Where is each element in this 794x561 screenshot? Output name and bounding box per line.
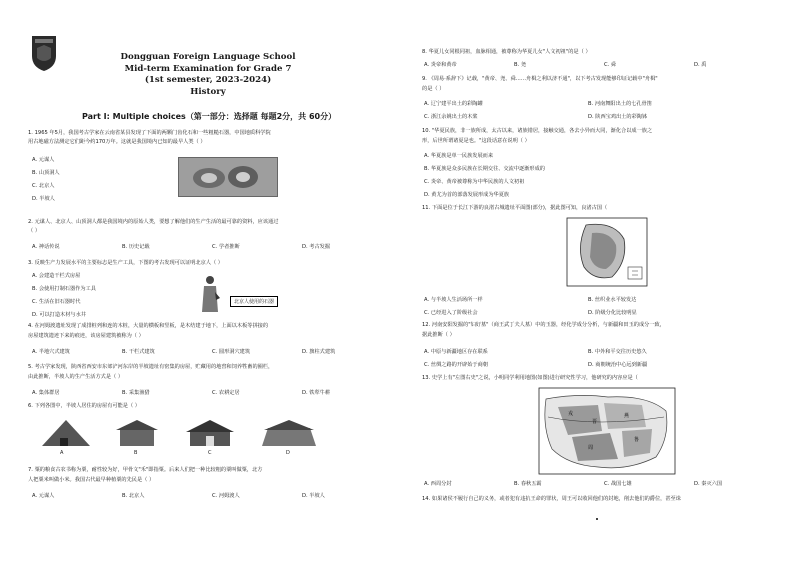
q10-option: B. 华夏族是众多民族在长期交往、交流中逐渐形成的 xyxy=(424,166,545,172)
map-label: 鲁 xyxy=(634,437,640,443)
page-marker xyxy=(596,518,598,520)
exam-title: Mid-term Examination for Grade 7 xyxy=(124,63,292,74)
q13-line: 13. 史学上有"左图右史"之说，小明同学利用地图(如图)进行研究性学习，他研究的内容应是（ xyxy=(422,375,638,381)
q5-line: 5. 考古学家发现，陕西省西安市东郊浐河东岸的半坡遗址有密集的房屋，贮藏用的地窖和饲养牲畜的圈栏， xyxy=(28,364,274,370)
q10-option: A. 华夏族是单一民族发展而来 xyxy=(424,153,494,159)
q12-line: 据此推断（ ） xyxy=(422,332,455,338)
q4-line: 4. 在河姆渡遗址发现了成排桩列和连的木桩，大量的横板和竖板，是木结建于地下，上面以木板等拼接的 xyxy=(28,323,269,329)
q8-option: C. 舜 xyxy=(604,62,617,68)
q13-option: B. 春秋五霸 xyxy=(514,481,542,487)
stone-tool-figure xyxy=(200,274,220,314)
q10-option: D. 黄尤为首的部落发展形成为华夏族 xyxy=(424,192,510,198)
q7-option: D. 半坡人 xyxy=(302,493,325,499)
hut-d xyxy=(262,420,316,446)
q5-option: B. 采集渔猎 xyxy=(122,390,150,396)
q8-option: B. 尧 xyxy=(514,62,527,68)
q7-option: C. 河姆渡人 xyxy=(212,493,240,499)
q11-line: 11. 下面是位于长江下游的良渚古城遗址平面图(部分)，据此图可知，良渚古国（ xyxy=(422,205,608,211)
hut-label: B xyxy=(134,450,138,456)
part-1-heading: Part Ⅰ: Multiple choices（第一部分：选择题 每题2分，共 60分） xyxy=(82,112,337,121)
q1-option: B. 山顶洞人 xyxy=(32,170,60,176)
q13-option: D. 秦灭六国 xyxy=(694,481,723,487)
q4-line: 房屋建筑遗迹下来的痕迹，该房屋建筑被称为（ ） xyxy=(28,333,144,339)
q14-line: 14. 如果诸侯不履行自己的义务，或者犯有违抗王命的罪状，周王可以收回他们的封地，削去他们的爵位，甚至诛 xyxy=(422,496,681,502)
q3-option: B. 会使用打制石器作为工具 xyxy=(32,286,96,292)
q3-option: A. 会建造干栏式房屋 xyxy=(32,273,81,279)
q5-option: C. 农耕定居 xyxy=(212,390,240,396)
q3-line: 3. 反映生产力发展水平的主要标志是生产工具，下图的考古发现可以证明北京人（ ） xyxy=(28,260,223,266)
q9-line: 的是（ ） xyxy=(422,86,445,92)
school-name: Dongguan Foreign Language School xyxy=(120,52,296,62)
hut-b xyxy=(116,420,158,446)
hut-a xyxy=(42,420,90,446)
q6-line: 6. 下列各图中，半坡人居住的房屋有可能是（ ） xyxy=(28,403,140,409)
q11-option: D. 阶级分化比较明显 xyxy=(588,310,637,316)
stone-tool-caption: 北京人使用的石器 xyxy=(230,296,278,307)
q9-option: C. 浙江余姚出土的木桨 xyxy=(424,114,478,120)
q12-line: 12. 河南安阳发掘的"妇好墓"（商王武丁夫人墓）中的玉器，经化学成分分析，与新疆和田玉的成分一致， xyxy=(422,322,665,328)
q9-option: D. 陕西宝鸡出土的彩陶钵 xyxy=(588,114,648,120)
q9-line: 9. 《周易·系辞下》记载，"黄帝、尧、舜……舟楫之利以济不通"，以下考古发现能够印证记载中"舟楫" xyxy=(422,76,658,82)
q1-line: 1. 1965 年5月，我国考古学家在云南省某县发现了下面的两颗门齿化石和一些粗糙石器，中国地质科学院 xyxy=(28,130,271,136)
q11-option: C. 已经进入了阶级社会 xyxy=(424,310,478,316)
map-label: 周 xyxy=(588,445,594,451)
q2-option: D. 考古发掘 xyxy=(302,244,331,250)
q12-option: B. 中外和平交往历史悠久 xyxy=(588,349,647,355)
q2-option: B. 历史记载 xyxy=(122,244,150,250)
q12-option: C. 丝绸之路的开辟始于商朝 xyxy=(424,362,488,368)
fossil-teeth-photo xyxy=(178,157,278,197)
hut-c xyxy=(186,420,234,446)
warring-states-map xyxy=(538,387,676,475)
liangzhu-city-map xyxy=(566,217,648,287)
q1-option: C. 北京人 xyxy=(32,183,55,189)
q1-line: 用古地磁方法测定它们距今约170万年。这就是我国境内已知的最早人类（ ） xyxy=(28,139,206,145)
q12-option: A. 中原与新疆地区存在联系 xyxy=(424,349,488,355)
map-label: 戎 xyxy=(568,411,574,417)
q2-option: C. 学者推断 xyxy=(212,244,240,250)
map-label: 燕 xyxy=(624,413,630,419)
q11-option: B. 丝织业水平较发达 xyxy=(588,297,637,303)
q5-option: D. 铁犁牛耕 xyxy=(302,390,331,396)
hut-label: C xyxy=(208,450,212,456)
q9-option: A. 辽宁建平出土的彩陶罐 xyxy=(424,101,483,107)
exam-header xyxy=(22,52,394,98)
q13-option: C. 战国七雄 xyxy=(604,481,632,487)
q4-option: B. 干栏式建筑 xyxy=(122,349,155,355)
q13-option: A. 西周分封 xyxy=(424,481,452,487)
q4-option: A. 半地穴式建筑 xyxy=(32,349,70,355)
q1-option: D. 半坡人 xyxy=(32,196,55,202)
semester: (1st semester, 2023-2024) xyxy=(144,75,272,85)
q7-line: 7. 粟的粮食古农书称为粟，耐性较为好，甲骨文"禾"即指粟。后来人们把一种比较粗的粟叫做粟，北方 xyxy=(28,467,263,473)
q7-option: A. 元谋人 xyxy=(32,493,55,499)
q2-option: A. 神话传说 xyxy=(32,244,60,250)
q3-option: C. 生活在旧石器时代 xyxy=(32,299,81,305)
q1-option: A. 元谋人 xyxy=(32,157,55,163)
q11-option: A. 与半坡人生活场所一样 xyxy=(424,297,483,303)
q4-option: C. 圆形洞穴建筑 xyxy=(212,349,251,355)
q3-option: D. 可以打造木材与水井 xyxy=(32,312,86,318)
q2-line: （ ） xyxy=(28,228,41,234)
hut-illustrations xyxy=(40,418,370,448)
q8-option: A. 炎帝和黄帝 xyxy=(424,62,457,68)
map-label: 晋 xyxy=(592,419,598,425)
q10-line: 形，后世所谓诸夏是也。"这段话意在说明（ ） xyxy=(422,138,530,144)
q8-line: 8. 华夏儿女同根同祖，血脉相通，被尊称为华夏儿女"人文初祖"的是（ ） xyxy=(422,49,591,55)
q7-line: 人把粟米叫做小米。我国古代最早种植粟的先民是（ ） xyxy=(28,477,155,483)
q5-option: A. 集体群居 xyxy=(32,390,60,396)
q10-line: 10. "华夏民族，非一族所成，太古以来，诸族错居，接触交通，各去小异而大同，渐化合以成一族之 xyxy=(422,128,653,134)
q4-option: D. 旗柱式建筑 xyxy=(302,349,336,355)
q5-line: 由此推断，半坡人的生产生活方式是（ ） xyxy=(28,374,124,380)
q9-option: B. 河南舞阳出土的七孔骨笛 xyxy=(588,101,652,107)
subject: History xyxy=(190,86,226,97)
q2-line: 2. 元谋人、北京人、山顶洞人都是我国境内的原始人类，要想了解他们的生产生活的最可靠的资料，应该通过 xyxy=(28,219,279,225)
q7-option: B. 北京人 xyxy=(122,493,145,499)
hut-label: D xyxy=(286,450,290,456)
q10-option: C. 炎帝、黄帝被尊称为中华民族的人文初祖 xyxy=(424,179,525,185)
q8-option: D. 禹 xyxy=(694,62,707,68)
q12-option: D. 商朝统治中心远到新疆 xyxy=(588,362,648,368)
hut-label: A xyxy=(60,450,64,456)
